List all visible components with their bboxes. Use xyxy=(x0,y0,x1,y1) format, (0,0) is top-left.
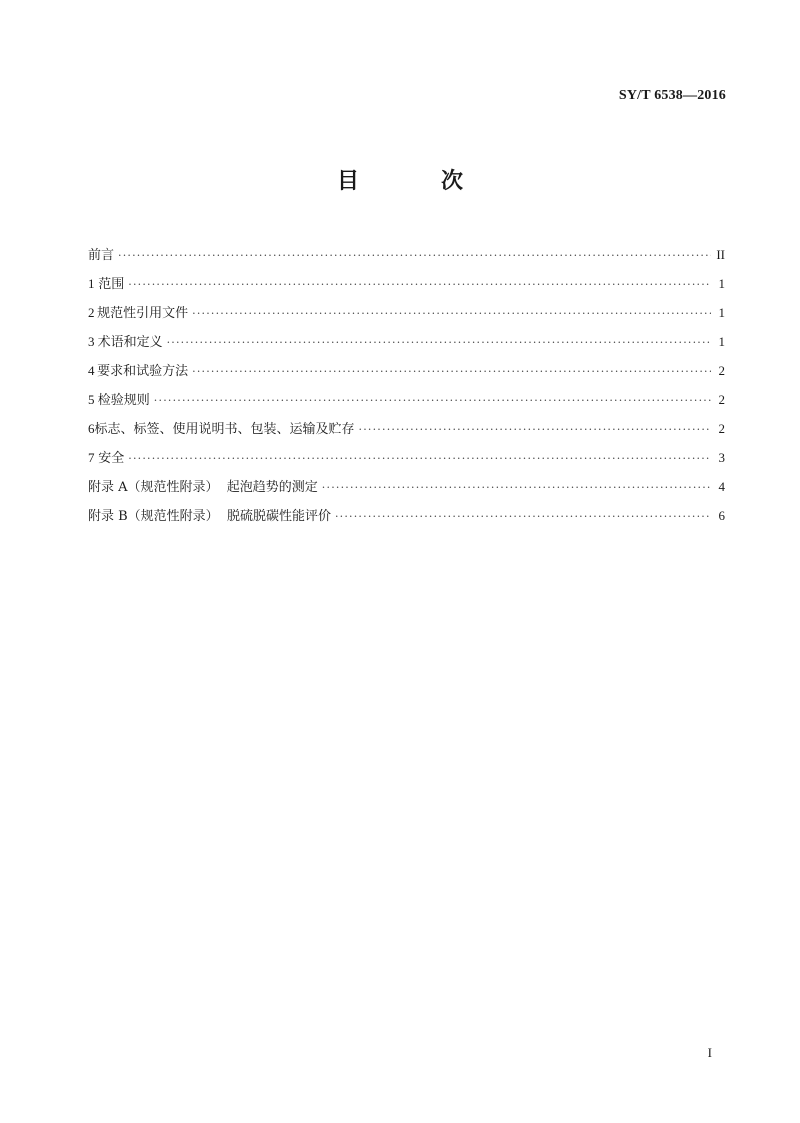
toc-entry-page: 2 xyxy=(718,392,725,407)
toc-entry-text: 检验规则 xyxy=(97,393,150,408)
toc-entry-page: 1 xyxy=(718,276,725,291)
toc-leader-dots xyxy=(128,444,711,473)
page-number: I xyxy=(707,1045,712,1060)
toc-entry-number: 2 xyxy=(88,305,95,320)
toc-entry-5[interactable] xyxy=(88,385,725,414)
toc-entry-number: 5 xyxy=(88,392,95,407)
toc-entry-number: 7 xyxy=(88,450,95,465)
toc-entry-6[interactable] xyxy=(88,414,725,443)
toc-entry-page: 1 xyxy=(718,305,725,320)
toc-entry-text: 附录 B（规范性附录） 脱硫脱碳性能评价 xyxy=(88,509,331,524)
toc-entry-3[interactable] xyxy=(88,327,725,356)
toc-leader-dots xyxy=(118,241,711,270)
toc-entry-appendix-a[interactable] xyxy=(88,472,725,501)
toc-entry-text: 要求和试验方法 xyxy=(97,364,189,379)
toc-entry-text: 标志、标签、使用说明书、包装、运输及贮存 xyxy=(94,422,355,437)
toc-entry-number: 3 xyxy=(88,334,95,349)
toc-entry-page: 4 xyxy=(718,479,725,494)
toc-entry-text: 术语和定义 xyxy=(97,335,163,350)
toc-entry-2[interactable] xyxy=(88,298,725,327)
toc-entry-text: 安全 xyxy=(98,451,125,466)
toc-entry-text: 附录 A（规范性附录） 起泡趋势的测定 xyxy=(88,480,318,495)
toc-entry-page: 2 xyxy=(718,421,725,436)
toc-entry-7[interactable] xyxy=(88,443,725,472)
toc-leader-dots xyxy=(192,299,711,328)
page-title: 目 次 xyxy=(336,169,493,194)
toc-leader-dots xyxy=(192,357,711,386)
toc-entry-text: 前言 xyxy=(88,248,115,263)
toc-entry-number: 4 xyxy=(88,363,95,378)
toc-entry-text: 规范性引用文件 xyxy=(97,306,189,321)
toc-leader-dots xyxy=(154,386,711,415)
toc-entry-page: 2 xyxy=(718,363,725,378)
toc-entry-4[interactable] xyxy=(88,356,725,385)
toc-entry-number: 1 xyxy=(88,276,95,291)
toc-entry-page: 3 xyxy=(718,450,725,465)
toc-entry-preface[interactable] xyxy=(88,240,725,269)
toc-entry-page: 1 xyxy=(718,334,725,349)
toc-entry-appendix-b[interactable] xyxy=(88,501,725,530)
toc-entry-1[interactable] xyxy=(88,269,725,298)
toc-entry-text: 范围 xyxy=(98,277,125,292)
toc-entry-page: 6 xyxy=(718,508,725,523)
toc-entry-number: 6 xyxy=(88,421,95,436)
toc-leader-dots xyxy=(167,328,711,357)
toc-entry-page: II xyxy=(716,247,725,262)
table-of-contents xyxy=(88,240,725,530)
toc-leader-dots xyxy=(335,502,711,531)
toc-leader-dots xyxy=(322,473,711,502)
standard-code: SY/T 6538—2016 xyxy=(618,88,726,103)
toc-leader-dots xyxy=(359,415,711,444)
toc-leader-dots xyxy=(128,270,711,299)
